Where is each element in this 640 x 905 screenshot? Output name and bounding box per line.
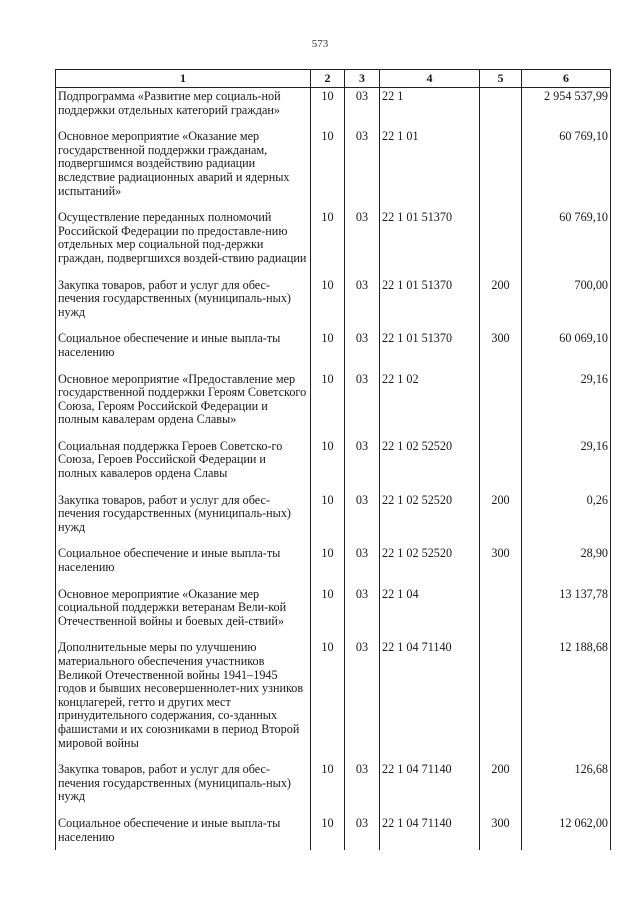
table-row: [56, 277, 611, 331]
column-header: 6: [522, 70, 611, 88]
row-value-cell: 03: [345, 761, 380, 815]
row-value-cell: 03: [345, 639, 380, 761]
table-row: [56, 371, 611, 438]
row-value-cell: 60 769,10: [522, 128, 611, 209]
row-name-cell: Подпрограмма «Развитие мер социаль-ной поддержки отдельных категорий граждан»: [56, 88, 311, 129]
row-value-cell: 200: [480, 277, 522, 331]
row-value-cell: 10: [311, 128, 345, 209]
row-value-cell: 03: [345, 209, 380, 276]
row-name-cell: Социальное обеспечение и иные выпла-ты населению: [56, 815, 311, 850]
row-value-cell: 10: [311, 277, 345, 331]
row-value-cell: 10: [311, 815, 345, 850]
row-name-cell: Дополнительные меры по улучшению материального обеспечения участников Великой Отечественной войны 1941–1945 годов и бывших несовершеннолет-них узников концлагерей, гетто и других мест принудительного содержания, со-зданных фашистами и их союзниками в период Второй мировой войны: [56, 639, 311, 761]
row-value-cell: 22 1 01 51370: [380, 209, 480, 276]
row-value-cell: 126,68: [522, 761, 611, 815]
column-header: 5: [480, 70, 522, 88]
row-value-cell: 03: [345, 128, 380, 209]
row-value-cell: 03: [345, 438, 380, 492]
row-value-cell: 13 137,78: [522, 586, 611, 640]
row-value-cell: 700,00: [522, 277, 611, 331]
row-value-cell: [480, 88, 522, 129]
page-number: 573: [311, 38, 329, 50]
row-value-cell: 28,90: [522, 545, 611, 585]
row-value-cell: 22 1 01 51370: [380, 277, 480, 331]
row-value-cell: 03: [345, 330, 380, 370]
row-value-cell: [480, 128, 522, 209]
row-value-cell: 03: [345, 492, 380, 546]
row-name-cell: Социальная поддержка Героев Советско-го Союза, Героев Российской Федерации и полных кавалеров ордена Славы: [56, 438, 311, 492]
row-value-cell: 10: [311, 88, 345, 129]
row-name-cell: Социальное обеспечение и иные выпла-ты населению: [56, 545, 311, 585]
row-name-cell: Закупка товаров, работ и услуг для обес-печения государственных (муниципаль-ных) нужд: [56, 277, 311, 331]
row-name-cell: Социальное обеспечение и иные выпла-ты населению: [56, 330, 311, 370]
row-value-cell: 300: [480, 545, 522, 585]
row-value-cell: 22 1: [380, 88, 480, 129]
row-value-cell: 10: [311, 545, 345, 585]
row-value-cell: 29,16: [522, 371, 611, 438]
row-value-cell: 29,16: [522, 438, 611, 492]
row-value-cell: 12 062,00: [522, 815, 611, 850]
row-value-cell: 03: [345, 545, 380, 585]
row-value-cell: [480, 209, 522, 276]
row-value-cell: 22 1 02: [380, 371, 480, 438]
row-value-cell: 22 1 04 71140: [380, 639, 480, 761]
row-value-cell: 22 1 04 71140: [380, 815, 480, 850]
row-value-cell: 22 1 01 51370: [380, 330, 480, 370]
row-name-cell: Осуществление переданных полномочий Российской Федерации по предоставле-нию отдельных мер социальной под-держки граждан, подвергшихся воздей-ствию радиации: [56, 209, 311, 276]
row-value-cell: 300: [480, 330, 522, 370]
row-value-cell: 200: [480, 492, 522, 546]
row-value-cell: 0,26: [522, 492, 611, 546]
table-row: [56, 492, 611, 546]
row-value-cell: 22 1 02 52520: [380, 492, 480, 546]
row-value-cell: [480, 586, 522, 640]
row-value-cell: 10: [311, 639, 345, 761]
row-value-cell: 10: [311, 586, 345, 640]
table-row: [56, 209, 611, 276]
table-row: [56, 815, 611, 850]
row-value-cell: 10: [311, 761, 345, 815]
table-row: [56, 639, 611, 761]
row-name-cell: Закупка товаров, работ и услуг для обес-печения государственных (муниципаль-ных) нужд: [56, 761, 311, 815]
column-header: 2: [311, 70, 345, 88]
table-row: [56, 438, 611, 492]
row-name-cell: Закупка товаров, работ и услуг для обес-печения государственных (муниципаль-ных) нужд: [56, 492, 311, 546]
row-name-cell: Основное мероприятие «Оказание мер государственной поддержки гражданам, подвергшимся воздействию радиации вследствие радиационных аварий и ядерных испытаний»: [56, 128, 311, 209]
table-header-row: [56, 70, 611, 88]
table-row: [56, 330, 611, 370]
table-row: [56, 545, 611, 585]
column-header: 4: [380, 70, 480, 88]
column-header: 1: [56, 70, 311, 88]
row-value-cell: [480, 371, 522, 438]
row-value-cell: 10: [311, 438, 345, 492]
row-value-cell: 03: [345, 277, 380, 331]
row-value-cell: 03: [345, 815, 380, 850]
budget-table: [55, 69, 611, 850]
table-row: [56, 88, 611, 129]
table-row: [56, 128, 611, 209]
row-value-cell: 10: [311, 209, 345, 276]
row-value-cell: 10: [311, 371, 345, 438]
row-value-cell: 03: [345, 586, 380, 640]
row-value-cell: 60 069,10: [522, 330, 611, 370]
row-value-cell: 12 188,68: [522, 639, 611, 761]
row-value-cell: 200: [480, 761, 522, 815]
table-row: [56, 586, 611, 640]
row-value-cell: 60 769,10: [522, 209, 611, 276]
row-value-cell: 22 1 02 52520: [380, 438, 480, 492]
row-value-cell: 10: [311, 492, 345, 546]
row-value-cell: [480, 639, 522, 761]
row-value-cell: 2 954 537,99: [522, 88, 611, 129]
row-value-cell: 22 1 01: [380, 128, 480, 209]
row-value-cell: 22 1 04: [380, 586, 480, 640]
table-row: [56, 761, 611, 815]
row-value-cell: 22 1 02 52520: [380, 545, 480, 585]
row-value-cell: 03: [345, 371, 380, 438]
row-value-cell: 03: [345, 88, 380, 129]
column-header: 3: [345, 70, 380, 88]
row-value-cell: [480, 438, 522, 492]
row-value-cell: 300: [480, 815, 522, 850]
row-value-cell: 22 1 04 71140: [380, 761, 480, 815]
row-name-cell: Основное мероприятие «Предоставление мер государственной поддержки Героям Советского Союза, Героям Российской Федерации и полным кавалерам ордена Славы»: [56, 371, 311, 438]
row-value-cell: 10: [311, 330, 345, 370]
row-name-cell: Основное мероприятие «Оказание мер социальной поддержки ветеранам Вели-кой Отечественной войны и боевых дей-ствий»: [56, 586, 311, 640]
